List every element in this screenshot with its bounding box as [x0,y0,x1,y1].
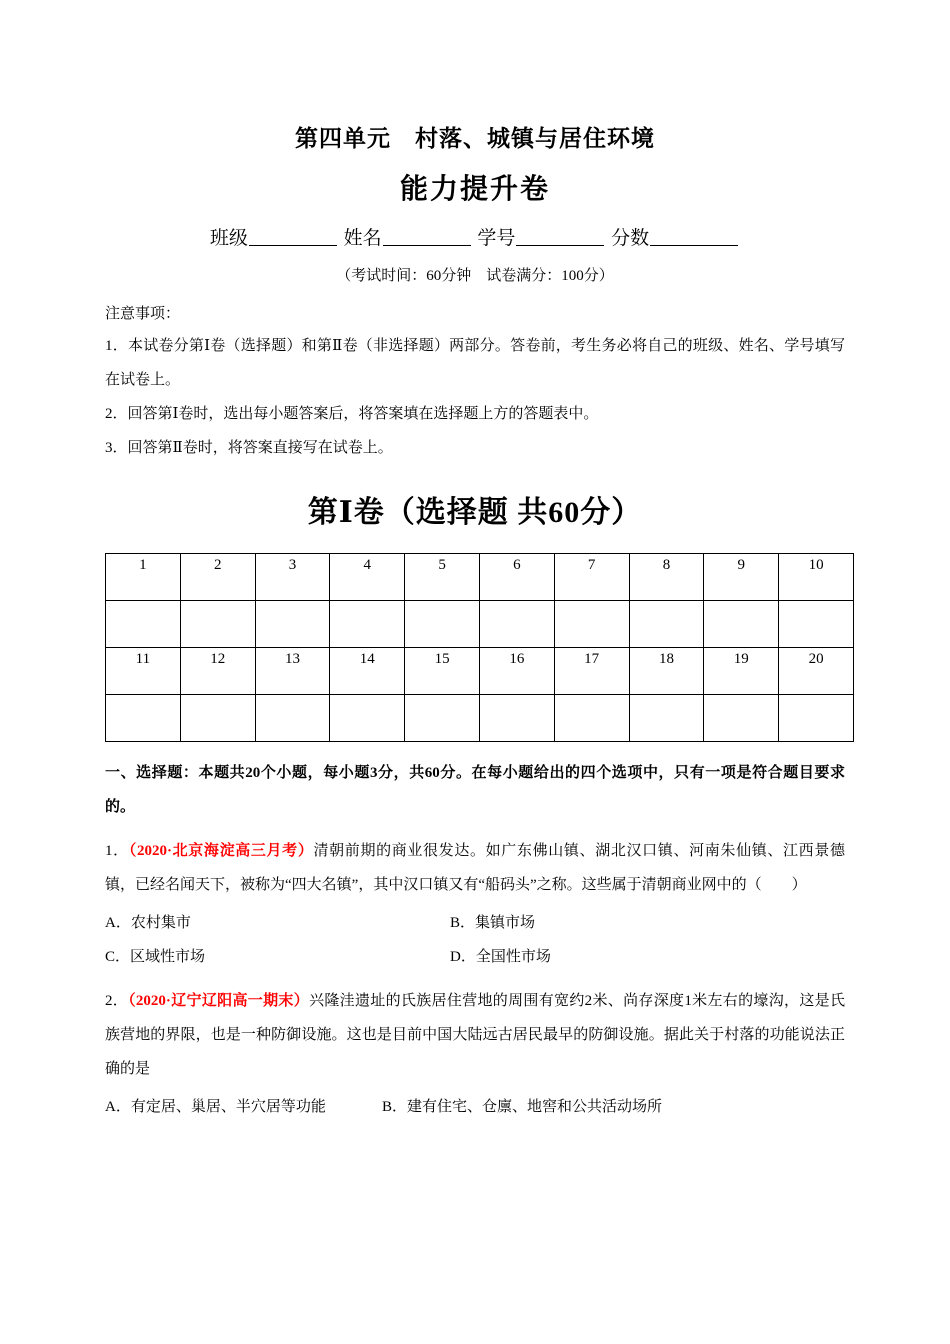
question-number-cell: 19 [704,648,779,695]
question-1-source-tag: （2020·北京海淀高三月考） [128,843,314,859]
notes-heading: 注意事项： [105,306,181,322]
table-row [106,648,854,695]
table-row [106,695,854,742]
question-number-cell: 4 [330,554,405,601]
question-number-cell: 12 [180,648,255,695]
question-2-options [105,1086,845,1124]
answer-cell[interactable] [405,695,480,742]
answer-cell[interactable] [330,695,405,742]
note-item: 1．本试卷分第Ⅰ卷（选择题）和第Ⅱ卷（非选择题）两部分。答卷前，考生务必将自己的班级、姓名、学号填写在试卷上。 [105,338,845,388]
question-number-cell: 1 [106,554,181,601]
score-blank[interactable] [650,228,738,246]
question-1-options [105,902,845,974]
question-number-cell: 15 [405,648,480,695]
answer-cell[interactable] [330,601,405,648]
question-number-cell: 13 [255,648,330,695]
section-heading: 一、选择题：本题共20个小题，每小题3分，共60分。在每小题给出的四个选项中，只有一项是符合题目要求的。 [105,765,845,815]
class-blank[interactable] [249,228,337,246]
option-a[interactable]: A．有定居、巢居、半穴居等功能 [105,1099,326,1115]
answer-cell[interactable] [779,601,854,648]
student-id-blank[interactable] [516,228,604,246]
question-number-cell: 16 [479,648,554,695]
option-row [105,906,845,940]
option-b[interactable]: B．建有住宅、仓廪、地窖和公共活动场所 [382,1099,663,1115]
page-title: 第四单元 村落、城镇与居住环境 [295,125,655,151]
note-item: 3．回答第Ⅱ卷时，将答案直接写在试卷上。 [105,440,393,456]
option-a[interactable]: A．农村集市 [105,915,191,931]
question-1-number: 1． [105,843,129,859]
option-c[interactable]: C．区域性市场 [105,949,206,965]
question-number-cell: 20 [779,648,854,695]
answer-cell[interactable] [779,695,854,742]
score-label: 分数 [611,228,650,249]
name-blank[interactable] [383,228,471,246]
question-1-stem [105,834,845,902]
part-one-title: 第Ⅰ卷（选择题 共60分） [307,496,643,529]
question-2-source-tag: （2020·辽宁辽阳高一期末） [128,993,310,1009]
question-number-cell: 17 [554,648,629,695]
answer-cell[interactable] [629,601,704,648]
answer-cell[interactable] [479,695,554,742]
option-row [105,940,845,974]
question-number-cell: 9 [704,554,779,601]
question-1 [105,824,845,974]
answer-cell[interactable] [106,601,181,648]
student-id-label: 学号 [477,228,516,249]
answer-cell[interactable] [180,601,255,648]
answer-cell[interactable] [704,695,779,742]
question-2-stem [105,984,845,1086]
page-subtitle: 能力提升卷 [399,173,550,204]
option-row [105,1090,845,1124]
question-number-cell: 5 [405,554,480,601]
name-label: 姓名 [343,228,382,249]
student-info-line [105,207,845,253]
question-2-text: 兴隆洼遗址的氏族居住营地的周围有宽约2米、尚存深度1米左右的壕沟，这是氏族营地的界限，也是一种防御设施。这也是目前中国大陆远古居民最早的防御设施。据此关于村落的功能说法正确的是 [105,993,845,1077]
question-1-text: 清朝前期的商业很发达。如广东佛山镇、湖北汉口镇、河南朱仙镇、江西景德镇，已经名闻天下，被称为“四大名镇”，其中汉口镇又有“船码头”之称。这些属于清朝商业网中的（ ） [105,843,845,893]
answer-sheet-table [105,553,854,742]
question-number-cell: 8 [629,554,704,601]
notes-section [105,287,845,465]
note-item: 2．回答第Ⅰ卷时，选出每小题答案后，将答案填在选择题上方的答题表中。 [105,406,599,422]
question-number-cell: 11 [106,648,181,695]
question-number-cell: 6 [479,554,554,601]
question-number-cell: 3 [255,554,330,601]
table-row [106,554,854,601]
option-d[interactable]: D．全国性市场 [450,949,551,965]
option-b[interactable]: B．集镇市场 [450,915,536,931]
answer-cell[interactable] [180,695,255,742]
question-number-cell: 7 [554,554,629,601]
answer-cell[interactable] [405,601,480,648]
answer-cell[interactable] [704,601,779,648]
table-row [106,601,854,648]
question-number-cell: 18 [629,648,704,695]
answer-cell[interactable] [554,601,629,648]
question-2-number: 2． [105,993,129,1009]
answer-cell[interactable] [629,695,704,742]
question-number-cell: 14 [330,648,405,695]
answer-cell[interactable] [106,695,181,742]
answer-cell[interactable] [554,695,629,742]
answer-cell[interactable] [479,601,554,648]
question-2 [105,974,845,1124]
answer-cell[interactable] [255,695,330,742]
exam-meta: （考试时间：60分钟 试卷满分：100分） [336,268,614,284]
answer-cell[interactable] [255,601,330,648]
question-number-cell: 10 [779,554,854,601]
question-number-cell: 2 [180,554,255,601]
answer-sheet-table-wrapper [105,535,845,742]
class-label: 班级 [209,228,248,249]
